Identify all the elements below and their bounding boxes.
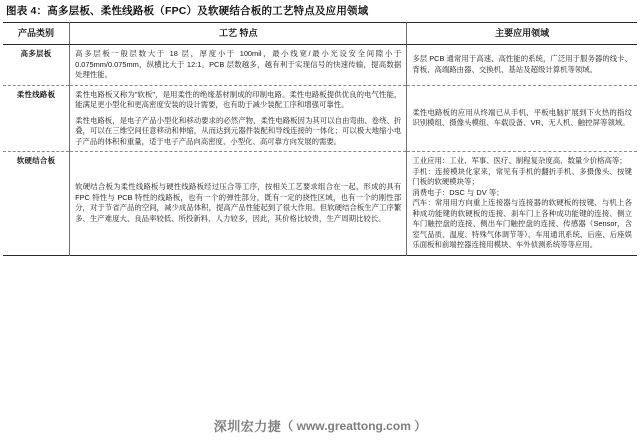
feature-paragraph: 高多层板一般层数大于 18 层，厚度小于 100mil，最小线宽/最小光设安全间隙小于 0.075mm/0.075mm，纵横比大于 12:1。PCB 层数越多，越有利于实现信号的快速传输，提高数据处理性能。: [75, 49, 402, 80]
application-paragraph: 工业应用：工业、军事、医疗、制程复杂度高、数量少价格高等；: [412, 156, 627, 166]
process-characteristics-table: [3, 22, 637, 256]
feature-paragraph: 柔性电路板又称为"软板"，是用柔性的绝缘基材制成的印制电路。柔性电路板提供优良的电气性能，能满足更小型化和更高密度安装的设计需要，也有助于减少装配工序和增强可靠性。: [75, 89, 402, 110]
row-applications-high-multilayer: [407, 45, 637, 86]
application-paragraph: 消费电子：DSC 与 DV 等；: [412, 187, 504, 197]
application-paragraph: 汽车：常用用方向重上连接器与连接器的软硬板的按键、与机上各种成功能键的软硬板的连接、刹车门上各种成功能键的连接、侧立车门触控盘的连接、侧出车门触控盘的连接、传感器（Sensor，含室气品质、温度、特殊气体调节等）、车用通讯系统、后座、后座娱乐面板和前端控器连接用模块、车外侦测系统等等应用。: [412, 198, 632, 250]
feature-paragraph: 软硬结合板为柔性线路板与硬性线路板经过压合等工序，按相关工艺要求组合在一起，形成的具有 FPC 特性与 PCB 特性的线路板，也有一个的弹性部分，既有一定的挠性区域，也有一个的刚性部分，对于节省产品的空间，减少成品体积，提高产品性能起到了很大作用。但软硬结合板生产工序繁多、生产难度大、良品率较低、所投新料、人力较多，因此，其价格比较贵，生产周期比较长。: [75, 182, 402, 223]
row-features-high-multilayer: [70, 45, 407, 86]
footer-watermark: [0, 410, 640, 440]
application-paragraph: 柔性电路板的应用从终端已从手机、平板电脑扩展到下火热的指纹识别模组、摄像头模组、车载设备、VR、无人机、触控屏等领域。: [412, 107, 632, 128]
table-row: [3, 152, 637, 256]
table-row: [3, 45, 637, 86]
row-features-flexible: [70, 85, 407, 152]
application-paragraph: 多层 PCB 通常用于高速、高性能的系统，广泛用于服务器的线卡、背板、高端路由器、交换机、基站及超级计算机等领域。: [412, 54, 632, 74]
table-header: [3, 23, 637, 45]
column-header-applications: 主要应用领域: [407, 23, 637, 45]
application-paragraph: 手机：连接模块化家来，常见有手机的翻折手机、多摄像头、按键门板的软硬模块等；: [412, 166, 632, 187]
watermark-url: （ www.greattong.com ）: [281, 418, 427, 433]
column-header-features: 工艺 特点: [70, 23, 407, 45]
row-category-flexible: 柔性线路板: [3, 85, 70, 152]
column-header-category: 产品类别: [3, 23, 70, 45]
table-header-row: [3, 23, 637, 45]
table-row: [3, 85, 637, 152]
table-body: [3, 45, 637, 256]
page-title: 图表 4：高多层板、柔性线路板（FPC）及软硬结合板的工艺特点及应用领域: [6, 5, 369, 17]
row-category-high-multilayer: 高多层板: [3, 45, 70, 86]
row-features-rigid-flex: [70, 152, 407, 256]
row-applications-rigid-flex: [407, 152, 637, 256]
feature-paragraph: 柔性电路板，是电子产品小型化和移动要求的必然产物，柔性电路板因为其可以自由弯曲、卷绕、折叠，可以在三维空间任意移动和伸缩，从而达到元器件装配和导线连接的一体化；可以极大地缩小电子产品的体积和重量，适于电子产品向高密度、小型化、高可靠方向发展的需要。: [75, 115, 402, 146]
watermark-brand: 深圳宏力捷: [213, 418, 282, 434]
row-applications-flexible: [407, 85, 637, 152]
row-category-rigid-flex: 软硬结合板: [3, 152, 70, 256]
